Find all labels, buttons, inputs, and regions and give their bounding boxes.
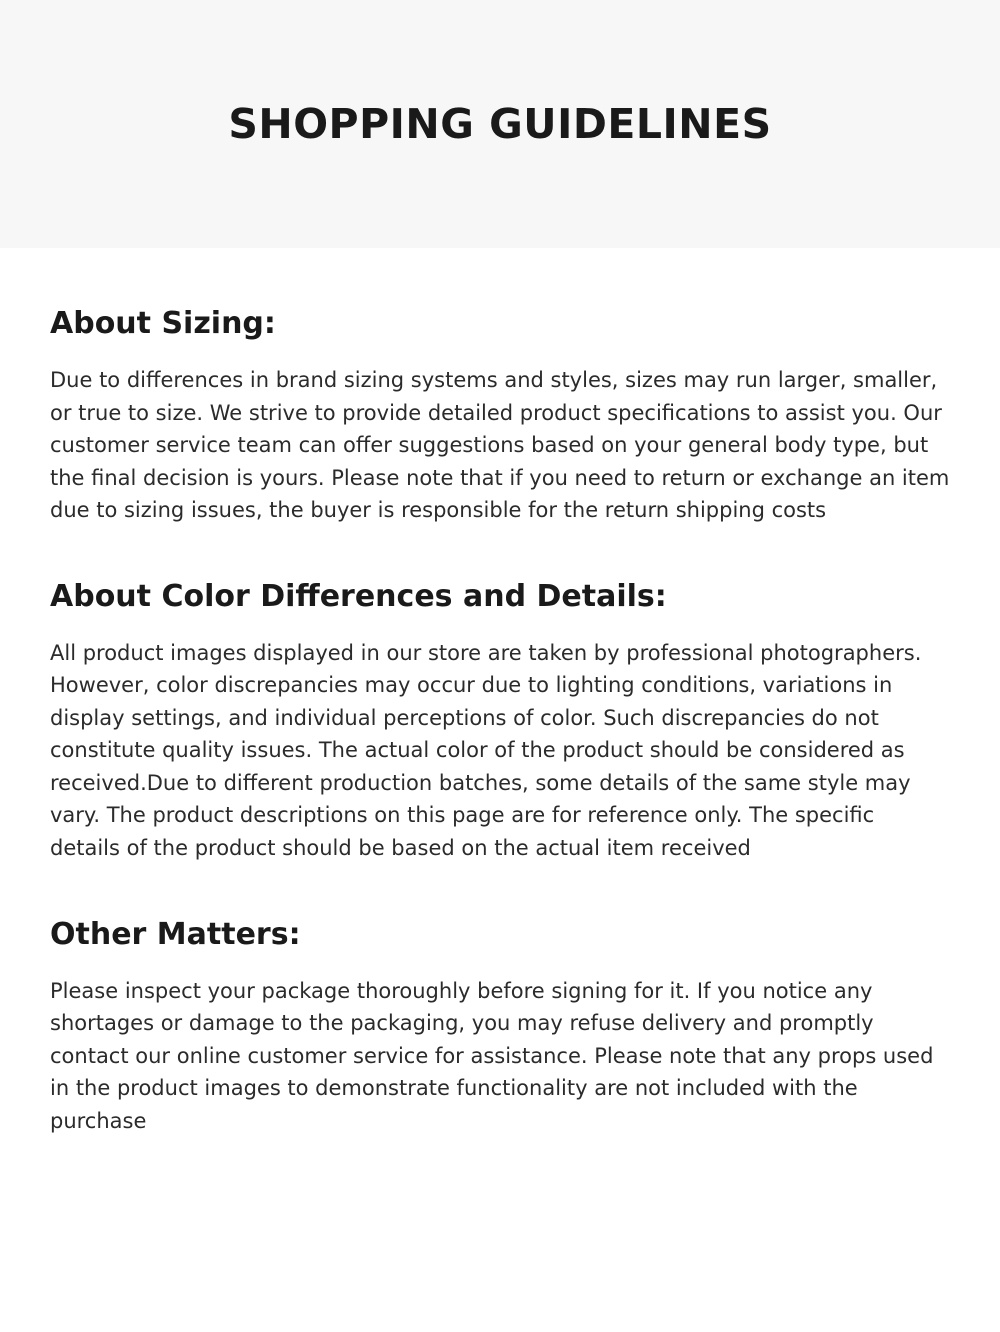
section-body-other-matters: Please inspect your package thoroughly before signing for it. If you notice any shortages or damage to the packaging, you may refuse delivery and promptly contact our online customer service for assistance. Please note that any props used in the product images to demonstrate functionality are not included with the purchase (50, 978, 934, 1133)
section-heading-color-differences: About Color Differences and Details: (50, 578, 667, 614)
content-area (0, 248, 1000, 1137)
page-banner (0, 0, 1000, 248)
section-body-about-sizing: Due to differences in brand sizing systems and styles, sizes may run larger, smaller, or true to size. We strive to provide detailed product specifications to assist you. Our customer service team can offer suggestions based on your general body type, but the final decision is yours. Please note that if you need to return or exchange an item due to sizing issues, the buyer is responsible for the return shipping costs (50, 368, 950, 523)
section-color-differences (50, 527, 950, 865)
section-heading-about-sizing: About Sizing: (50, 306, 276, 341)
section-body-color-differences: All product images displayed in our store are taken by professional photographers. However, color discrepancies may occur due to lighting conditions, variations in display settings, and individual perceptions of color. Such discrepancies do not constitute quality issues. The actual color of the product should be considered as received.Due to different production batches, some details of the same style may vary. The product descriptions on this page are for reference only. The specific details of the product should be based on the actual item received (50, 640, 922, 861)
section-heading-other-matters: Other Matters: (50, 916, 301, 952)
page-title: SHOPPING GUIDELINES (228, 100, 772, 148)
section-about-sizing (50, 248, 950, 527)
section-other-matters (50, 865, 950, 1138)
